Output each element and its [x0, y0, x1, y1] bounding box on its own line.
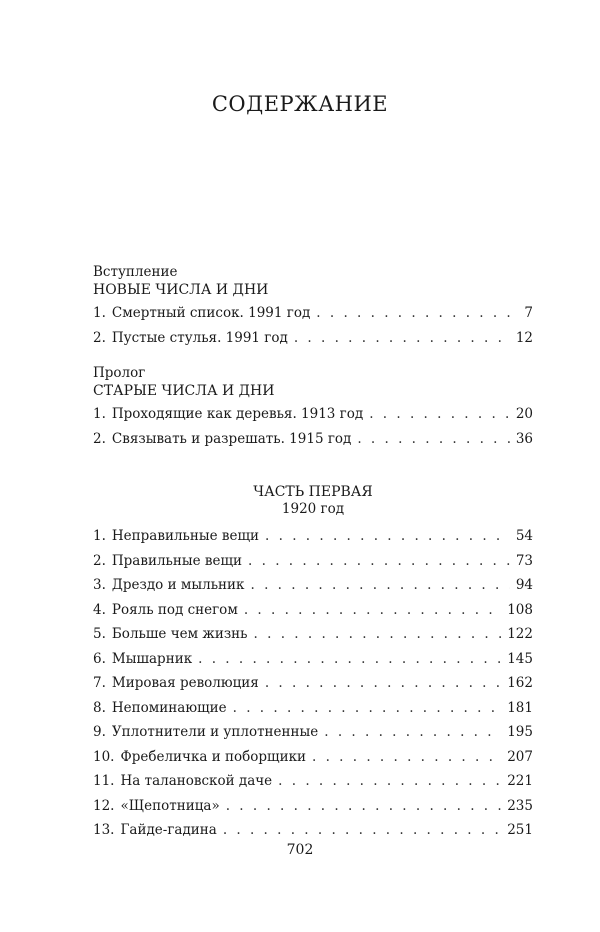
entry-title: Гайде-гадина	[120, 822, 217, 838]
toc-entry[interactable]	[93, 671, 533, 696]
dot-leader	[251, 573, 510, 598]
dot-leader	[265, 671, 501, 696]
toc-entry[interactable]	[93, 427, 533, 452]
entry-number: 3.	[93, 577, 106, 593]
dot-leader	[223, 818, 501, 843]
entry-title: Правильные вещи	[111, 552, 243, 569]
entry-page: 54	[515, 528, 533, 544]
entry-page: 195	[507, 724, 533, 740]
toc-entry[interactable]	[93, 524, 533, 549]
section-label: Вступление	[93, 264, 178, 280]
page-title: СОДЕРЖАНИЕ	[211, 92, 389, 116]
entry-number: 9.	[93, 724, 106, 740]
dot-leader	[198, 647, 501, 672]
dot-leader	[312, 745, 501, 770]
entry-number: 8.	[93, 699, 106, 716]
dot-leader	[254, 622, 502, 647]
section-label: Пролог	[93, 365, 146, 381]
toc-entry[interactable]	[93, 818, 533, 843]
dot-leader	[248, 549, 510, 574]
dot-leader	[324, 720, 501, 745]
part-subheading: 1920 год	[281, 501, 345, 517]
toc-entry[interactable]	[93, 326, 533, 351]
toc-entry[interactable]	[93, 622, 533, 647]
entry-page: 181	[507, 699, 533, 716]
entry-title: Мышарник	[111, 650, 193, 667]
entry-number: 2.	[93, 552, 106, 569]
entry-number: 11.	[93, 773, 115, 789]
entry-title: Больше чем жизнь	[111, 626, 248, 642]
entry-number: 2.	[93, 430, 106, 447]
entry-number: 12.	[93, 797, 115, 814]
entry-number: 5.	[93, 626, 106, 642]
entry-title: Непоминающие	[111, 699, 227, 716]
toc-entry[interactable]	[93, 598, 533, 623]
entry-number: 4.	[93, 601, 106, 618]
toc-entry[interactable]	[93, 301, 533, 326]
entry-title: Пустые стулья. 1991 год	[111, 329, 288, 346]
toc-entry[interactable]	[93, 647, 533, 672]
toc-entry[interactable]	[93, 745, 533, 770]
entry-number: 2.	[93, 329, 106, 346]
entry-page: 12	[515, 329, 533, 346]
toc-entry[interactable]	[93, 769, 533, 794]
section-heading: НОВЫЕ ЧИСЛА И ДНИ	[93, 282, 269, 298]
entry-number: 13.	[93, 822, 115, 838]
entry-page: 221	[507, 773, 533, 789]
entry-title: Уплотнители и уплотненные	[111, 724, 319, 740]
toc-entry[interactable]	[93, 573, 533, 598]
toc-entry[interactable]	[93, 549, 533, 574]
entry-number: 1.	[93, 305, 106, 321]
entry-number: 10.	[93, 748, 115, 765]
entry-title: Смертный список. 1991 год	[111, 305, 311, 321]
entry-number: 7.	[93, 675, 106, 691]
entry-number: 1.	[93, 528, 106, 544]
entry-page: 20	[515, 406, 533, 422]
entry-title: Фребеличка и поборщики	[120, 748, 307, 765]
entry-page: 122	[507, 626, 533, 642]
entry-title: Проходящие как деревья. 1913 год	[111, 406, 364, 422]
entry-page: 162	[507, 675, 533, 691]
section-heading: СТАРЫЕ ЧИСЛА И ДНИ	[93, 383, 275, 399]
toc-entry[interactable]	[93, 402, 533, 427]
dot-leader	[316, 301, 518, 326]
entry-page: 207	[507, 748, 533, 765]
dot-leader	[294, 326, 510, 351]
entry-title: Связывать и разрешать. 1915 год	[111, 430, 352, 447]
toc-entry[interactable]	[93, 720, 533, 745]
entry-page: 7	[524, 305, 533, 321]
toc-entry[interactable]	[93, 696, 533, 721]
entry-title: Дрездо и мыльник	[111, 577, 245, 593]
entry-title: На талановской даче	[120, 773, 273, 789]
entry-page: 94	[515, 577, 533, 593]
part-one-section	[93, 483, 533, 843]
entry-title: «Щепотница»	[120, 797, 220, 814]
entry-page: 235	[507, 797, 533, 814]
entry-title: Неправильные вещи	[111, 528, 260, 544]
entry-page: 73	[515, 552, 533, 569]
intro-section	[93, 264, 533, 350]
toc-entry[interactable]	[93, 794, 533, 819]
entry-page: 251	[507, 822, 533, 838]
entry-page: 145	[507, 650, 533, 667]
prologue-section	[93, 365, 533, 451]
dot-leader	[233, 696, 502, 721]
entry-number: 1.	[93, 406, 106, 422]
entry-title: Мировая революция	[111, 675, 259, 691]
dot-leader	[265, 524, 510, 549]
entry-title: Рояль под снегом	[111, 601, 238, 618]
dot-leader	[369, 402, 510, 427]
dot-leader	[278, 769, 501, 794]
dot-leader	[244, 598, 501, 623]
dot-leader	[226, 794, 502, 819]
entry-page: 108	[507, 601, 533, 618]
entry-number: 6.	[93, 650, 106, 667]
dot-leader	[357, 427, 509, 452]
entry-page: 36	[515, 430, 533, 447]
page-number: 702	[286, 842, 314, 858]
part-heading: ЧАСТЬ ПЕРВАЯ	[253, 484, 373, 500]
